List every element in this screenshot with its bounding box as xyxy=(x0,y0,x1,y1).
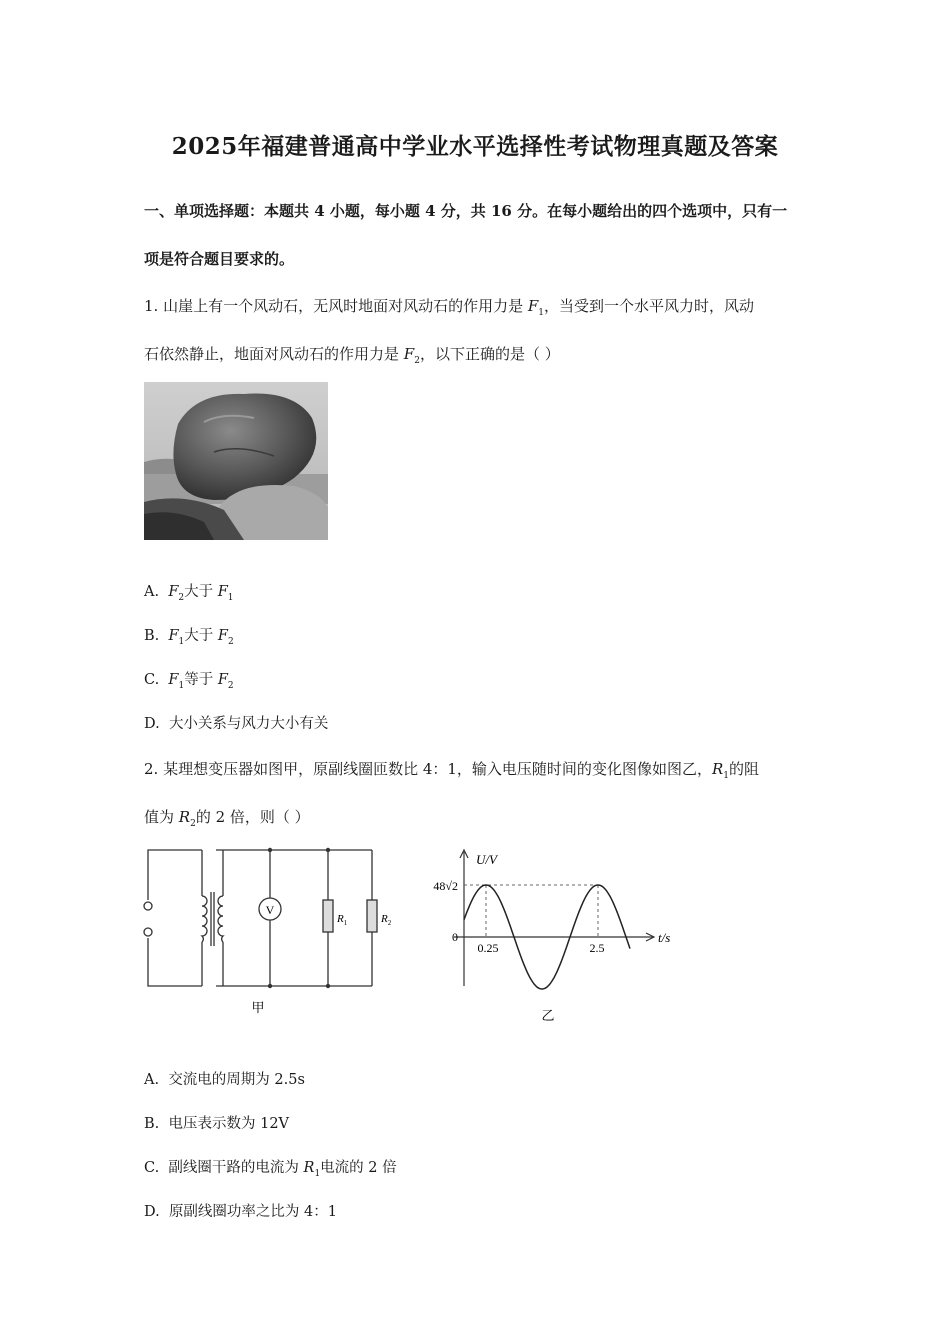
subscript: 2 xyxy=(414,356,420,366)
q1-text: ，以下正确的是（ ） xyxy=(419,345,560,363)
q1-text: 1. 山崖上有一个风动石，无风时地面对风动石的作用力是 xyxy=(144,297,528,315)
q1-option-b[interactable] xyxy=(144,624,234,647)
option-label: C. xyxy=(144,1160,160,1176)
q2-text: 的阻 xyxy=(728,760,759,778)
f-symbol: F xyxy=(217,584,228,600)
origin-label: 0 xyxy=(452,930,458,944)
q1-text: 石依然静止，地面对风动石的作用力是 xyxy=(144,345,404,363)
q2-text: 2. 某理想变压器如图甲，原副线圈匝数比 4：1，输入电压随时间的变化图像如图乙， xyxy=(144,760,712,778)
secondary-coil xyxy=(218,896,223,942)
subscript: 1 xyxy=(227,592,234,603)
r2-label: $R_2$ xyxy=(381,913,392,927)
primary-coil xyxy=(202,896,207,942)
balancing-rock-photo xyxy=(144,382,328,540)
option-text: 原副线圈功率之比为 4：1 xyxy=(168,1204,337,1220)
subscript: 1 xyxy=(314,1168,321,1179)
section-heading-line2: 项是符合题目要求的。 xyxy=(144,250,295,268)
circuit-caption: 甲 xyxy=(251,1001,265,1016)
tick-2.5-label: 2.5 xyxy=(589,941,605,955)
subscript: 2 xyxy=(227,636,234,647)
input-terminal-top xyxy=(144,902,152,910)
f-symbol: F xyxy=(403,345,415,363)
x-axis-label: t/s xyxy=(658,930,671,945)
q1-stem-line1 xyxy=(144,295,754,318)
option-label: A. xyxy=(144,1072,160,1088)
q2-stem-line1 xyxy=(144,758,759,781)
q1-text: ，当受到一个水平风力时，风动 xyxy=(544,297,755,315)
subscript: 2 xyxy=(178,592,185,603)
subscript: 1 xyxy=(178,636,185,647)
option-text: 交流电的周期为 2.5s xyxy=(168,1072,305,1088)
q1-option-d[interactable] xyxy=(144,712,328,733)
q2-option-a[interactable] xyxy=(144,1068,305,1089)
q2-text: 的 2 倍，则（ ） xyxy=(195,808,310,826)
q2-option-c[interactable] xyxy=(144,1156,397,1179)
option-label: C. xyxy=(144,672,160,688)
subscript: 1 xyxy=(178,680,185,691)
subscript: 1 xyxy=(723,771,729,781)
q2-stem-line2 xyxy=(144,806,310,829)
option-text: 副线圈干路的电流为 xyxy=(168,1160,304,1176)
f-symbol: F xyxy=(217,628,228,644)
option-label: A. xyxy=(144,584,160,600)
q1-option-c[interactable] xyxy=(144,668,234,691)
page-title: 2025年福建普通高中学业水平选择性考试物理真题及答案 xyxy=(171,133,779,160)
q1-stem-line2 xyxy=(144,343,560,366)
subscript: 2 xyxy=(227,680,234,691)
f-symbol: F xyxy=(168,628,179,644)
y-axis-label: U/V xyxy=(476,852,497,867)
voltmeter-label: V xyxy=(265,903,275,917)
option-label: D. xyxy=(144,716,160,732)
subscript: 1 xyxy=(538,308,545,318)
section-heading-line1: 一、单项选择题：本题共 4 小题，每小题 4 分，共 16 分。在每小题给出的四个选项中，只有一 xyxy=(144,202,788,220)
transformer-circuit-diagram xyxy=(140,840,390,1020)
q1-option-a[interactable] xyxy=(144,580,234,603)
f-symbol: F xyxy=(168,672,179,688)
q2-option-d[interactable] xyxy=(144,1200,337,1221)
f-symbol: F xyxy=(168,584,179,600)
f-symbol: F xyxy=(217,672,228,688)
option-text: 电流的 2 倍 xyxy=(320,1160,397,1176)
resistor-r1 xyxy=(323,900,333,932)
q2-text: 值为 xyxy=(144,808,179,826)
r-symbol: R xyxy=(711,760,724,778)
option-text: 大于 xyxy=(184,584,218,600)
f-symbol: F xyxy=(527,297,539,315)
option-label: D. xyxy=(144,1204,160,1220)
option-text: 等于 xyxy=(184,672,218,688)
peak-label: 48√2 xyxy=(433,879,458,893)
option-text: 大小关系与风力大小有关 xyxy=(168,716,329,732)
graph-caption: 乙 xyxy=(541,1009,555,1024)
option-label: B. xyxy=(144,628,160,644)
subscript: 2 xyxy=(190,819,196,829)
option-label: B. xyxy=(144,1116,160,1132)
input-terminal-bottom xyxy=(144,928,152,936)
tick-0.25-label: 0.25 xyxy=(477,941,499,955)
option-text: 电压表示数为 12V xyxy=(168,1116,290,1132)
r1-label: $R_1$ xyxy=(337,913,348,927)
voltage-time-graph xyxy=(418,848,688,1028)
resistor-r2 xyxy=(367,900,377,932)
r-symbol: R xyxy=(178,808,191,826)
option-text: 大于 xyxy=(184,628,218,644)
r-symbol: R xyxy=(303,1160,315,1176)
q2-option-b[interactable] xyxy=(144,1112,289,1133)
